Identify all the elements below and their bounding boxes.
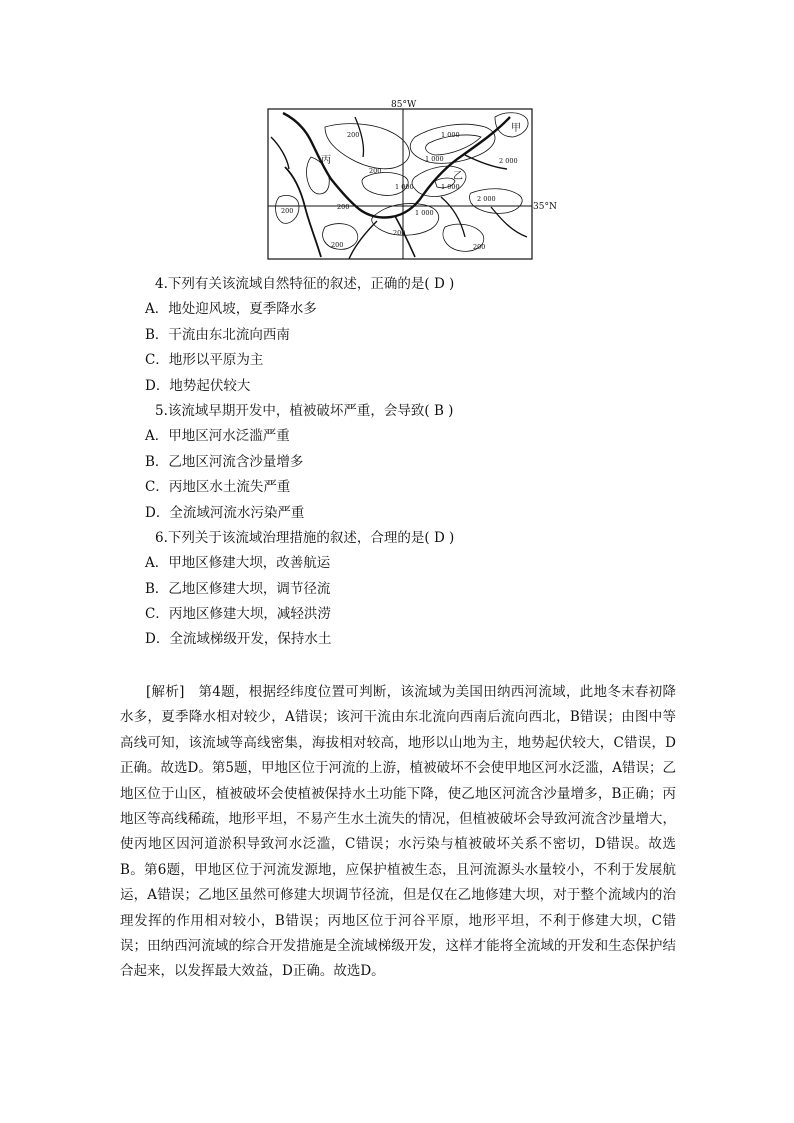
question-5-stem: 5.该流域早期开发中，植被破坏严重，会导致( B ) — [155, 402, 454, 419]
question-4-option-a: A．地处迎风坡，夏季降水多 — [145, 301, 317, 318]
question-6-option-c: C．丙地区修建大坝，减轻洪涝 — [145, 606, 331, 623]
contour-map — [265, 97, 565, 262]
latitude-label: 35°N — [533, 202, 557, 212]
question-5-option-b: B．乙地区河流含沙量增多 — [145, 453, 304, 470]
contour-label: 1 000 — [395, 183, 414, 191]
tributary-river — [271, 137, 289, 169]
contour-label: 2 000 — [499, 157, 518, 165]
region-label-yi: 乙 — [453, 171, 463, 182]
tributary-river — [491, 207, 527, 237]
question-5-option-d: D．全流域河流水污染严重 — [145, 504, 305, 521]
question-4-option-c: C．地形以平原为主 — [145, 352, 264, 369]
contour-label: 1 000 — [415, 209, 434, 217]
tributary-river — [441, 197, 465, 237]
contour-label: 200 — [331, 241, 344, 249]
question-4-stem: 4.下列有关该流域自然特征的叙述，正确的是( D ) — [155, 276, 455, 292]
contour-label: 1 000 — [441, 131, 460, 139]
question-list — [145, 272, 705, 653]
contour-label: 200 — [337, 203, 350, 211]
question-6-option-b: B．乙地区修建大坝，调节径流 — [145, 580, 331, 597]
contour-label: 200 — [369, 167, 382, 175]
tributary-river — [349, 221, 377, 259]
question-4-option-b: B．干流由东北流向西南 — [145, 326, 290, 343]
contour-label: 200 — [393, 229, 406, 237]
contour-label: 1 000 — [425, 155, 444, 163]
contour-label: 200 — [347, 131, 360, 139]
question-5-option-a: A．甲地区河水泛滥严重 — [145, 428, 290, 445]
question-4-option-d: D．地势起伏较大 — [145, 377, 251, 394]
contour-label: 2 000 — [477, 195, 496, 203]
question-5-option-c: C．丙地区水土流失严重 — [145, 479, 291, 496]
region-label-bing: 丙 — [321, 155, 331, 166]
question-6-option-d: D．全流域梯级开发，保持水土 — [145, 631, 332, 648]
contour-line — [325, 124, 409, 169]
question-6-stem: 6.下列关于该流域治理措施的叙述，合理的是( D ) — [155, 529, 455, 546]
analysis-paragraph: [解析] 第4题，根据经纬度位置可判断，该流域为美国田纳西河流域，此地冬末春初降水多，夏季降水相对较少，A错误；该河干流由东北流向西南后流向西北，B错误；由图中等高线可知，该流域等高线密集，海拔相对较高，地形以山地为主，地势起伏较大，C错误，D正确。故选D。第5题，甲地区位于河流的上游，植被破坏不会使甲地区河水泛滥，A错误；乙地区位于山区，植被破坏会使植被保持水土功能下降，使乙地区河流含沙量增多，B正确；丙地区等高线稀疏，地形平坦，不易产生水土流失的情况，但植被破坏会导致河流含沙量增大，使丙地区因河道淤积导致河水泛滥，C错误；水污染与植被破坏关系不密切，D错误。故选B。第6题，甲地区位于河流发源地，应保护植被生态，且河流源头水量较小，不利于发展航运，A错误；乙地区虽然可修建大坝调节径流，但是仅在乙地修建大坝，对于整个流域内的治理发挥的作用相对较小，B错误；丙地区位于河谷平原，地形平坦，不利于修建大坝，C错误；田纳西河流域的综合开发措施是全流域梯级开发，这样才能将全流域的开发和生态保护结合起来，以发挥最大效益，D正确。故选D。 — [120, 684, 676, 980]
region-label-jia: 甲 — [511, 123, 521, 134]
contour-label: 200 — [473, 243, 486, 251]
contour-label: 200 — [281, 207, 294, 215]
contour-map-svg — [265, 97, 565, 262]
contour-label: 1 000 — [441, 183, 460, 191]
main-river — [283, 113, 510, 218]
question-6-option-a: A．甲地区修建大坝，改善航运 — [145, 555, 331, 572]
longitude-label: 85°W — [391, 100, 417, 110]
